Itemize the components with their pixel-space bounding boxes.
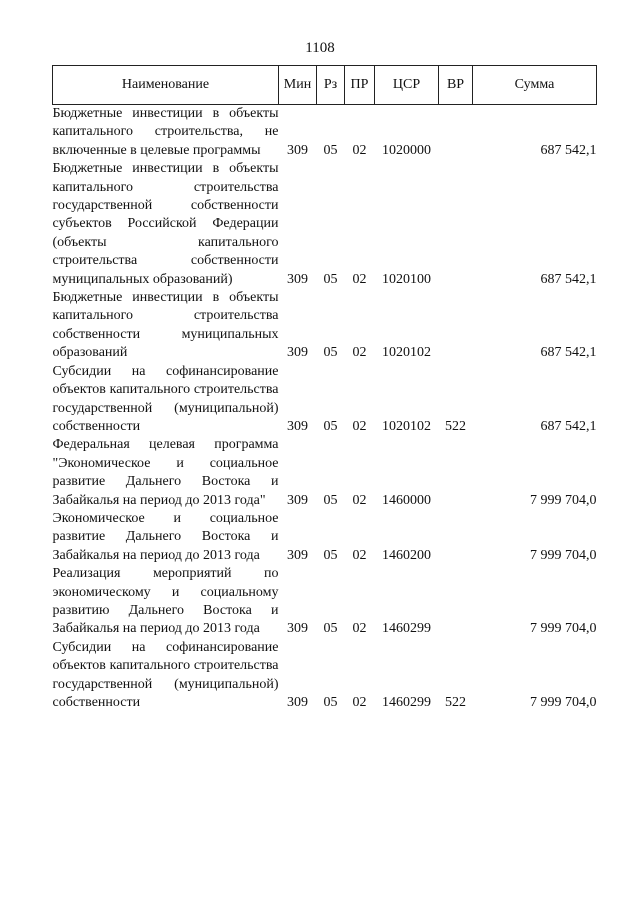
row-pr: 02 [352, 142, 367, 158]
table-row [53, 289, 597, 363]
row-sum: 687 542,1 [540, 345, 597, 361]
row-name: Федеральная целевая программа "Экономическое и социальное развитие Дальнего Востока и Забайкалья на период до 2013 года" [52, 437, 279, 508]
header-rz: Рз [317, 66, 345, 105]
row-pr: 02 [352, 492, 367, 508]
row-min: 309 [287, 492, 308, 508]
row-rz: 05 [323, 621, 338, 637]
row-rz: 05 [323, 345, 338, 361]
row-name: Реализация мероприятий по экономическому и социальному развитию Дальнего Востока и Забайкалья на период до 2013 года [52, 566, 279, 637]
row-rz: 05 [323, 271, 338, 287]
row-pr: 02 [352, 547, 367, 563]
row-name: Бюджетные инвестиции в объекты капитального строительства собственности муниципальных образований [52, 290, 279, 361]
row-name: Субсидии на софинансирование объектов капитального строительства государственной (муниципальной) собственности [52, 363, 279, 434]
row-min: 309 [287, 271, 308, 287]
row-sum: 7 999 704,0 [530, 547, 597, 563]
row-sum: 687 542,1 [540, 418, 597, 434]
row-min: 309 [287, 345, 308, 361]
row-sum: 687 542,1 [540, 271, 597, 287]
row-vr [439, 289, 473, 363]
row-min: 309 [287, 418, 308, 434]
row-csr: 1460000 [382, 492, 431, 508]
table-body [53, 105, 597, 713]
table-row [53, 105, 597, 161]
row-sum: 687 542,1 [540, 142, 597, 158]
row-rz: 05 [323, 547, 338, 563]
row-vr [439, 105, 473, 161]
row-name: Экономическое и социальное развитие Дальнего Востока и Забайкалья на период до 2013 года [52, 510, 279, 563]
row-pr: 02 [352, 418, 367, 434]
row-csr: 1020000 [382, 142, 431, 158]
table-row [53, 363, 597, 437]
row-min: 309 [287, 621, 308, 637]
row-sum: 7 999 704,0 [530, 621, 597, 637]
row-csr: 1020102 [382, 345, 431, 361]
row-min: 309 [287, 695, 308, 710]
header-csr: ЦСР [375, 66, 439, 105]
row-rz: 05 [323, 418, 338, 434]
row-csr: 1020102 [382, 418, 431, 434]
table-row [53, 436, 597, 510]
page-number: 1108 [305, 40, 335, 56]
header-vr: ВР [439, 66, 473, 105]
table-row [53, 510, 597, 565]
row-vr [439, 436, 473, 510]
row-pr: 02 [352, 621, 367, 637]
row-min: 309 [287, 142, 308, 158]
header-sum: Сумма [473, 66, 597, 105]
header-min: Мин [279, 66, 317, 105]
row-name: Субсидии на софинансирование объектов капитального строительства государственной (муниципальной) собственности [52, 639, 279, 710]
row-rz: 05 [323, 695, 338, 710]
table-header [53, 66, 597, 105]
row-pr: 02 [352, 695, 367, 710]
header-pr: ПР [345, 66, 375, 105]
row-vr: 522 [445, 418, 466, 434]
row-name: Бюджетные инвестиции в объекты капитального строительства, не включенные в целевые программы [52, 106, 279, 158]
table-row [53, 160, 597, 289]
row-sum: 7 999 704,0 [530, 492, 597, 508]
budget-table [52, 65, 597, 712]
row-csr: 1460299 [382, 621, 431, 637]
row-sum: 7 999 704,0 [530, 695, 597, 710]
table-row [53, 565, 597, 639]
row-vr [439, 510, 473, 565]
row-vr [439, 565, 473, 639]
row-pr: 02 [352, 271, 367, 287]
row-csr: 1020100 [382, 271, 431, 287]
row-name: Бюджетные инвестиции в объекты капитального строительства государственной собственности субъектов Российской Федерации (объекты капитального строительства собственности муниципальных образований) [52, 161, 279, 287]
row-rz: 05 [323, 142, 338, 158]
row-rz: 05 [323, 492, 338, 508]
row-csr: 1460299 [382, 695, 431, 710]
row-vr [439, 160, 473, 289]
row-vr: 522 [445, 695, 466, 710]
table-row [53, 639, 597, 713]
header-name: Наименование [53, 66, 279, 105]
row-pr: 02 [352, 345, 367, 361]
row-min: 309 [287, 547, 308, 563]
row-csr: 1460200 [382, 547, 431, 563]
